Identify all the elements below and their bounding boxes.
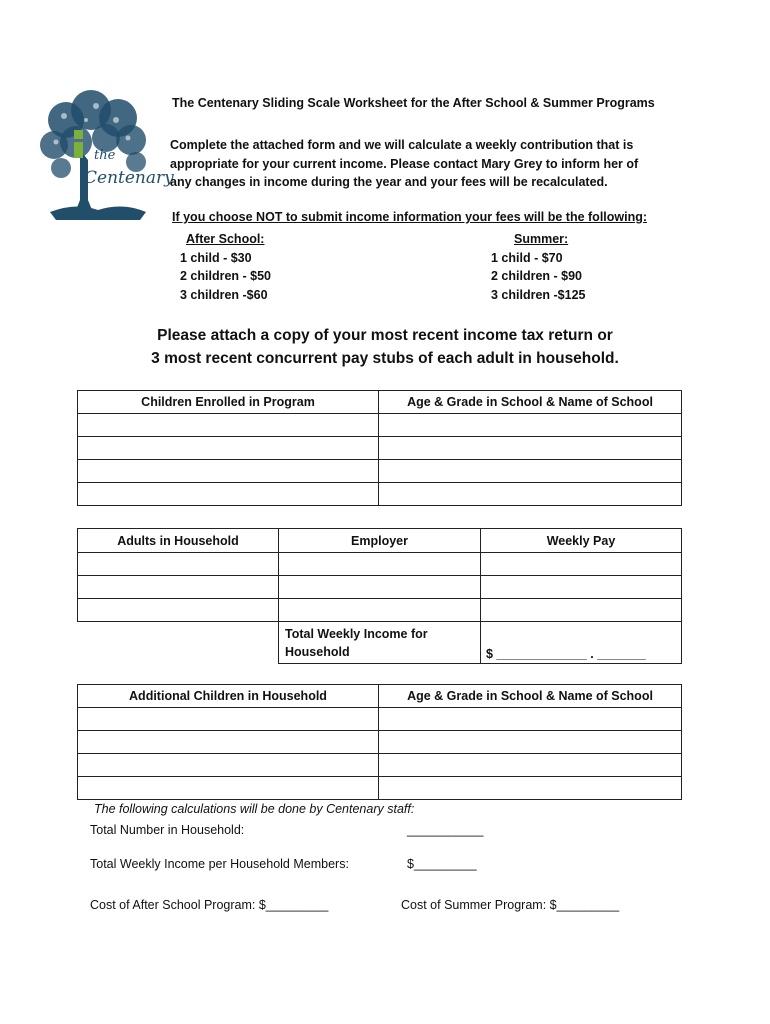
after-school-rate: 1 child - $30 — [180, 250, 252, 265]
child-school-cell[interactable] — [379, 414, 682, 437]
additional-child-cell[interactable] — [78, 731, 379, 754]
additional-school-cell[interactable] — [379, 754, 682, 777]
no-submit-heading: If you choose NOT to submit income information your fees will be the following: — [172, 210, 648, 224]
page-title: The Centenary Sliding Scale Worksheet for the After School & Summer Programs — [172, 96, 655, 110]
total-label-line: Total Weekly Income for — [285, 626, 428, 641]
child-name-cell[interactable] — [78, 414, 379, 437]
employer-cell[interactable] — [279, 576, 481, 599]
total-number-field[interactable]: ___________ — [407, 823, 484, 837]
centenary-logo — [36, 90, 174, 230]
weekly-pay-cell[interactable] — [481, 553, 682, 576]
attach-line: 3 most recent concurrent pay stubs of each adult in household. — [151, 350, 619, 367]
summer-rate: 1 child - $70 — [491, 250, 563, 265]
child-school-cell[interactable] — [379, 483, 682, 506]
total-label-line: Household — [285, 644, 350, 659]
column-header: Age & Grade in School & Name of School — [379, 685, 682, 708]
column-header: Employer — [279, 529, 481, 553]
adult-name-cell[interactable] — [78, 553, 279, 576]
adults-table — [77, 528, 682, 664]
intro-paragraph — [170, 136, 690, 192]
after-school-rate: 2 children - $50 — [180, 269, 272, 283]
adult-name-cell[interactable] — [78, 576, 279, 599]
weekly-pay-cell[interactable] — [481, 576, 682, 599]
child-name-cell[interactable] — [78, 483, 379, 506]
weekly-income-field[interactable]: $_________ — [407, 857, 477, 871]
child-name-cell[interactable] — [78, 437, 379, 460]
after-school-fees — [180, 230, 271, 304]
staff-note: The following calculations will be done by Centenary staff: — [94, 802, 415, 816]
weekly-income-label: Total Weekly Income per Household Members: — [90, 857, 349, 871]
summer-fees — [491, 230, 586, 304]
weekly-pay-cell[interactable] — [481, 599, 682, 622]
children-enrolled-table — [77, 390, 682, 506]
after-school-heading: After School: — [186, 232, 265, 246]
summer-rate: 3 children -$125 — [491, 287, 586, 302]
column-header: Additional Children in Household — [78, 685, 379, 708]
after-school-rate: 3 children -$60 — [180, 287, 268, 302]
attach-line: Please attach a copy of your most recent income tax return or — [157, 327, 613, 344]
column-header: Weekly Pay — [481, 529, 682, 553]
additional-school-cell[interactable] — [379, 777, 682, 800]
summer-rate: 2 children - $90 — [491, 269, 583, 283]
column-header: Age & Grade in School & Name of School — [379, 391, 682, 414]
additional-child-cell[interactable] — [78, 708, 379, 731]
additional-children-table — [77, 684, 682, 800]
employer-cell[interactable] — [279, 553, 481, 576]
logo-the-text: the — [94, 148, 116, 163]
adult-name-cell[interactable] — [78, 599, 279, 622]
additional-child-cell[interactable] — [78, 754, 379, 777]
intro-line: any changes in income during the year and your fees will be recalculated. — [170, 175, 608, 189]
intro-line: Complete the attached form and we will calculate a weekly contribution that is — [170, 138, 634, 152]
additional-school-cell[interactable] — [379, 731, 682, 754]
intro-line: appropriate for your current income. Please contact Mary Grey to inform her of — [170, 156, 639, 171]
after-school-cost-field[interactable]: Cost of After School Program: $_________ — [90, 898, 329, 912]
child-name-cell[interactable] — [78, 460, 379, 483]
total-number-label: Total Number in Household: — [90, 823, 245, 837]
employer-cell[interactable] — [279, 599, 481, 622]
total-weekly-income-field[interactable]: $ _____________ . _______ — [481, 622, 682, 664]
total-weekly-income-label — [279, 622, 481, 664]
summer-cost-field[interactable]: Cost of Summer Program: $_________ — [401, 898, 620, 912]
child-school-cell[interactable] — [379, 437, 682, 460]
additional-child-cell[interactable] — [78, 777, 379, 800]
logo-name-text: Centenary — [84, 168, 174, 188]
additional-school-cell[interactable] — [379, 708, 682, 731]
child-school-cell[interactable] — [379, 460, 682, 483]
summer-heading: Summer: — [514, 232, 569, 246]
column-header: Adults in Household — [78, 529, 279, 553]
column-header: Children Enrolled in Program — [78, 391, 379, 414]
attach-notice — [0, 324, 770, 370]
empty-cell — [78, 622, 279, 664]
